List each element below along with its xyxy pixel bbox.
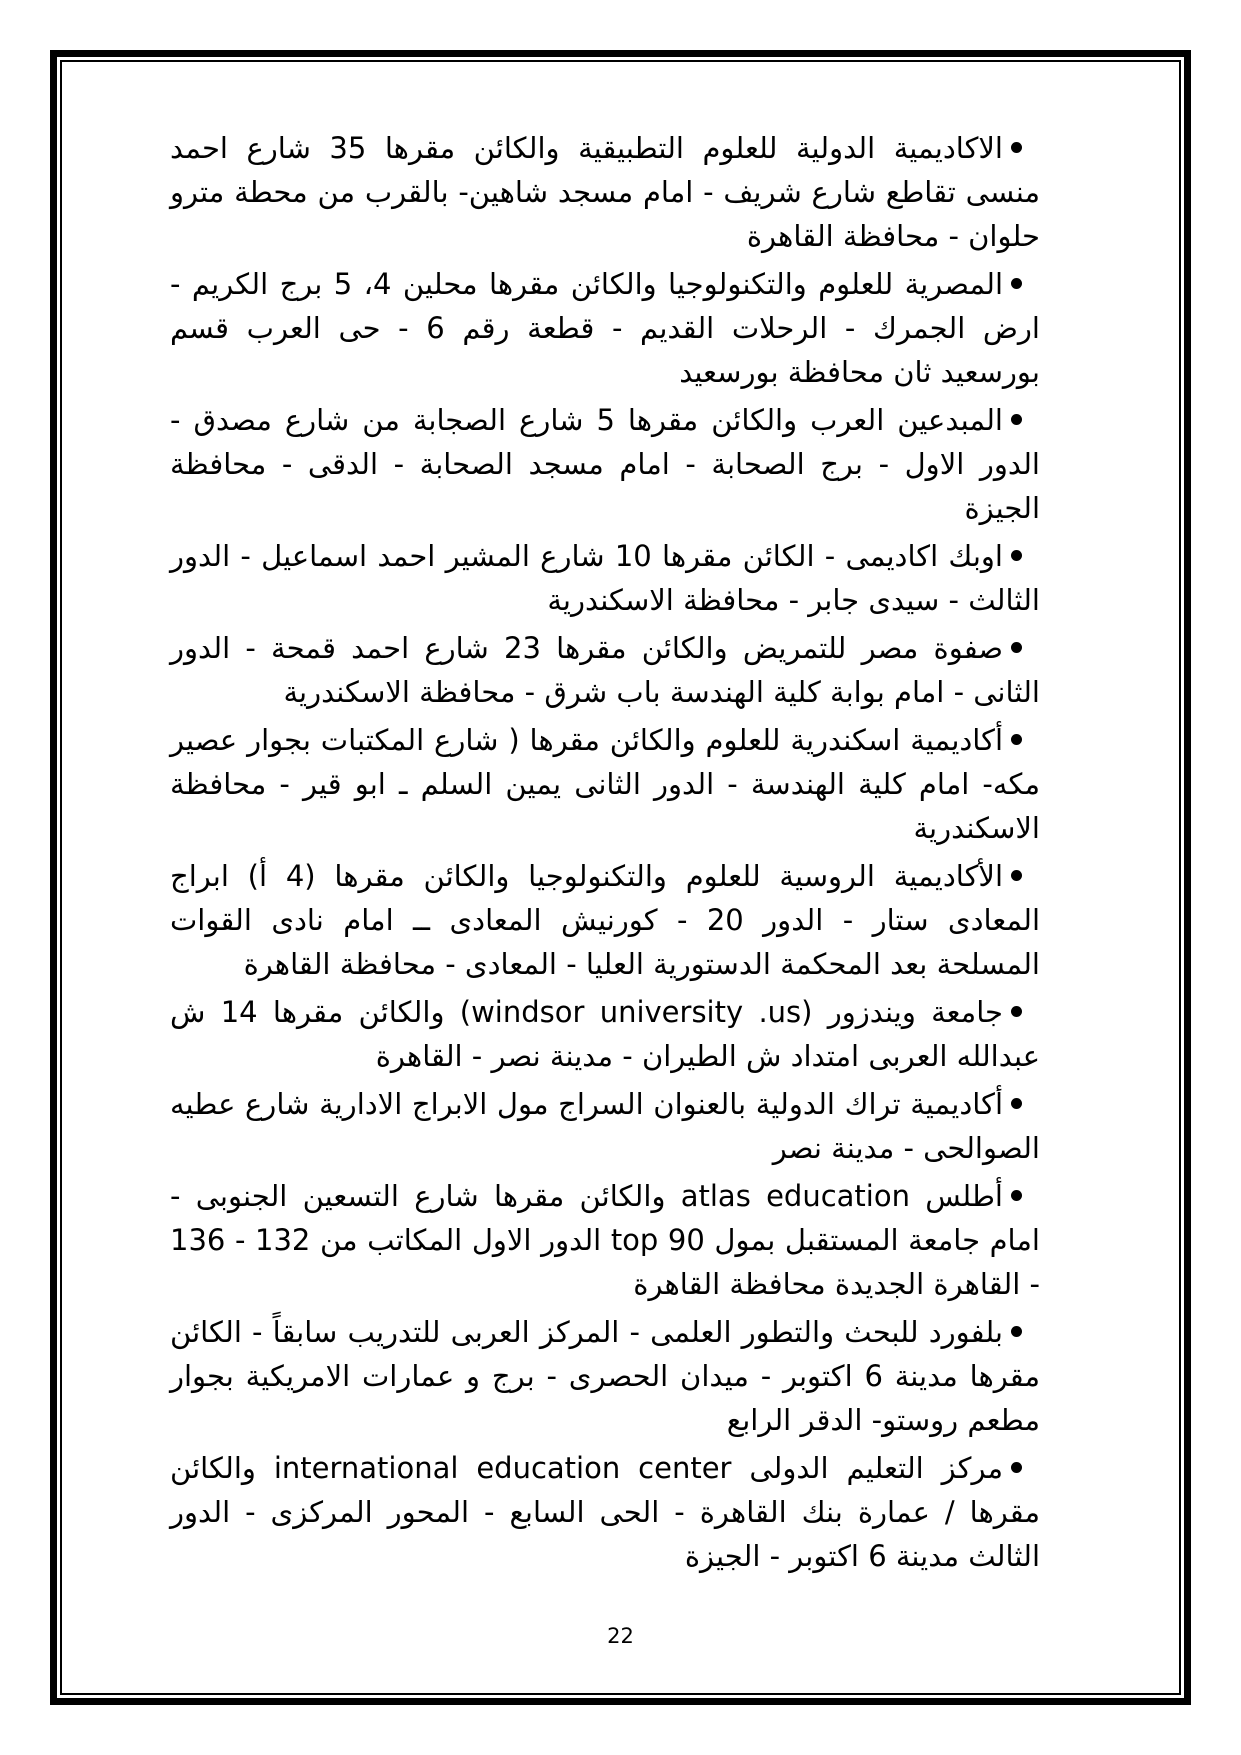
list-item-text: جامعة ويندزور (windsor university .us) والكائن مقرها 14 ش عبدالله العربى امتداد ش الطيران - مدينة نصر - القاهرة [170, 995, 1040, 1073]
page-number: 22 [607, 1624, 634, 1648]
list-item [170, 1446, 1040, 1578]
bullet-icon [1011, 1462, 1022, 1473]
list-item [170, 262, 1040, 394]
list-item-text: أطلس atlas education والكائن مقرها شارع التسعين الجنوبى - امام جامعة المستقبل بمول top 90 الدور الاول المكاتب من 132 - 136 - القاهرة الجديدة محافظة القاهرة [170, 1179, 1040, 1301]
bullet-list [170, 126, 1040, 1582]
bullet-icon [1011, 278, 1022, 289]
list-item [170, 854, 1040, 986]
bullet-icon [1011, 550, 1022, 561]
list-item-text: المصرية للعلوم والتكنولوجيا والكائن مقرها محلين 4، 5 برج الكريم - ارض الجمرك - الرحلات القديم - قطعة رقم 6 - حى العرب قسم بورسعيد ثان محافظة بورسعيد [170, 267, 1040, 389]
list-item-text: مركز التعليم الدولى international education center والكائن مقرها / عمارة بنك القاهرة - الحى السابع - المحور المركزى - الدور الثالث مدينة 6 اكتوبر - الجيزة [170, 1451, 1040, 1573]
list-item-text: بلفورد للبحث والتطور العلمى - المركز العربى للتدريب سابقاً - الكائن مقرها مدينة 6 اكتوبر - ميدان الحصرى - برج و عمارات الامريكية بجوار مطعم روستو- الدقر الرابع [170, 1315, 1040, 1437]
list-item [170, 398, 1040, 530]
list-item [170, 1174, 1040, 1306]
list-item [170, 990, 1040, 1078]
bullet-icon [1011, 1326, 1022, 1337]
list-item-text: المبدعين العرب والكائن مقرها 5 شارع الصجابة من شارع مصدق - الدور الاول - برج الصحابة - امام مسجد الصحابة - الدقى - محافظة الجيزة [170, 403, 1040, 525]
list-item-text: اوبك اكاديمى - الكائن مقرها 10 شارع المشير احمد اسماعيل - الدور الثالث - سيدى جابر - محافظة الاسكندرية [170, 539, 1040, 617]
list-item [170, 1082, 1040, 1170]
list-item [170, 1310, 1040, 1442]
list-item-text: أكاديمية تراك الدولية بالعنوان السراج مول الابراج الادارية شارع عطيه الصوالحى - مدينة نصر [170, 1087, 1040, 1165]
bullet-icon [1011, 1190, 1022, 1201]
list-item [170, 534, 1040, 622]
bullet-icon [1011, 870, 1022, 881]
bullet-icon [1011, 1006, 1022, 1017]
list-item-text: أكاديمية اسكندرية للعلوم والكائن مقرها ( شارع المكتبات بجوار عصير مكه- امام كلية الهندسة - الدور الثانى يمين السلم ـ ابو قير - محافظة الاسكندرية [170, 723, 1040, 845]
bullet-icon [1011, 1098, 1022, 1109]
list-item [170, 126, 1040, 258]
list-item-text: الاكاديمية الدولية للعلوم التطبيقية والكائن مقرها 35 شارع احمد منسى تقاطع شارع شريف - امام مسجد شاهين- بالقرب من محطة مترو حلوان - محافظة القاهرة [170, 131, 1040, 253]
list-item-text: صفوة مصر للتمريض والكائن مقرها 23 شارع احمد قمحة - الدور الثانى - امام بوابة كلية الهندسة باب شرق - محافظة الاسكندرية [170, 631, 1040, 709]
bullet-icon [1011, 414, 1022, 425]
list-item [170, 626, 1040, 714]
bullet-icon [1011, 642, 1022, 653]
bullet-icon [1011, 734, 1022, 745]
list-item [170, 718, 1040, 850]
bullet-icon [1011, 142, 1022, 153]
list-item-text: الأكاديمية الروسية للعلوم والتكنولوجيا والكائن مقرها (4 أ) ابراج المعادى ستار - الدور 20 - كورنيش المعادى ــ امام نادى القوات المسلحة بعد المحكمة الدستورية العليا - المعادى - محافظة القاهرة [170, 859, 1040, 981]
